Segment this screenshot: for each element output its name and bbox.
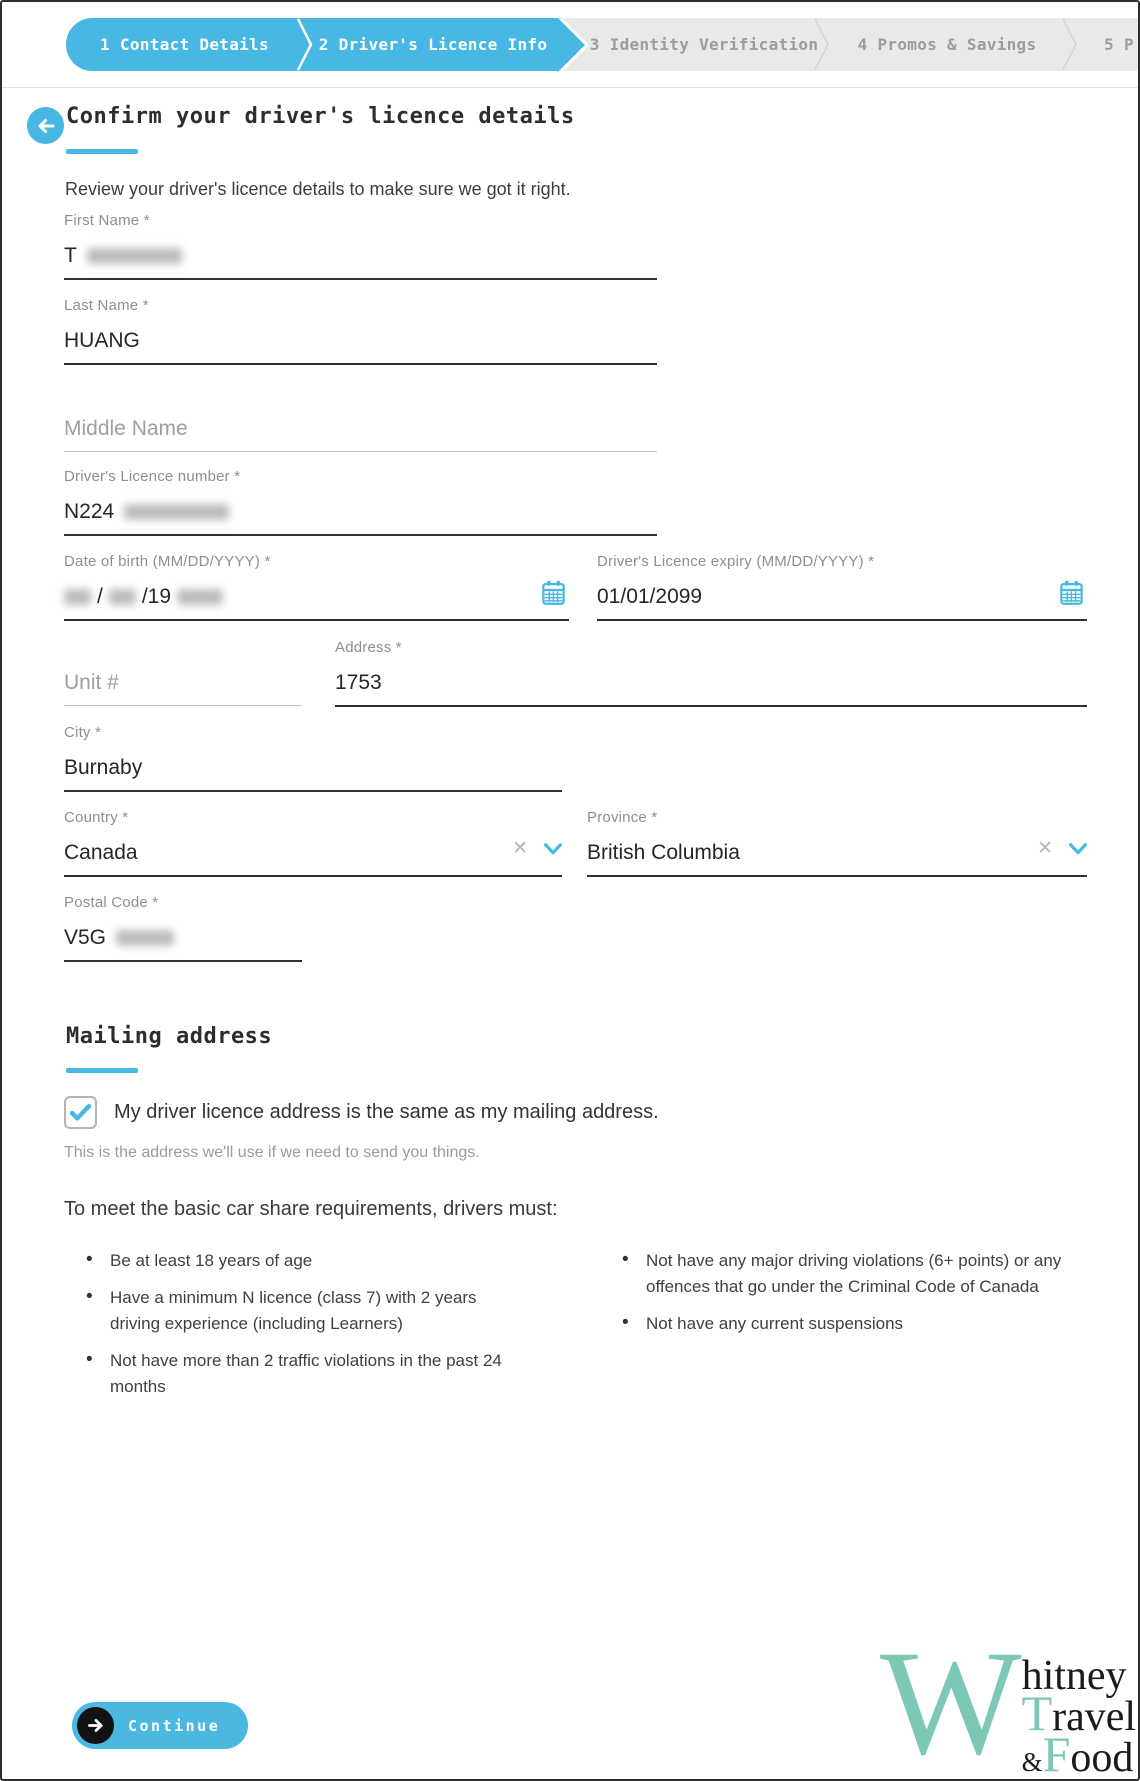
last-name-field (64, 297, 657, 365)
step-label: Driver's Licence Info (338, 35, 548, 54)
city-value: Burnaby (64, 756, 143, 779)
address-input[interactable] (335, 669, 1087, 697)
requirements-title: To meet the basic car share requirements, drivers must: (64, 1198, 558, 1220)
province-chevron-down-icon[interactable] (1069, 843, 1087, 855)
middle-name-field (64, 415, 657, 452)
licence-expiry-label: Driver's Licence expiry (MM/DD/YYYY) * (597, 553, 875, 570)
licence-number-label: Driver's Licence number * (64, 468, 241, 485)
step-number: 4 (857, 35, 868, 54)
watermark-f-initial: F (1042, 1726, 1071, 1781)
province-select[interactable] (587, 839, 1087, 867)
watermark-text (1021, 1653, 1137, 1781)
dob-calendar-icon[interactable] (540, 579, 567, 611)
page-subtitle: Review your driver's licence details to make sure we got it right. (65, 179, 571, 199)
country-chevron-down-icon[interactable] (544, 843, 562, 855)
city-label: City * (64, 724, 102, 741)
expiry-calendar-icon[interactable] (1058, 579, 1085, 611)
arrow-left-icon (35, 115, 57, 137)
redaction-blur (64, 589, 91, 605)
title-accent-bar (66, 149, 138, 154)
mailing-address-title: Mailing address (66, 1024, 273, 1049)
country-select[interactable] (64, 839, 562, 867)
dob-year-prefix: /19 (141, 585, 172, 608)
check-icon (70, 1104, 91, 1121)
licence-number-field (64, 468, 657, 536)
date-of-birth-input[interactable] (64, 583, 569, 611)
date-of-birth-field (64, 553, 569, 621)
requirement-item: • Not have any major driving violations (6+ points) or any offences that go under the Criminal Code of Canada (622, 1248, 1084, 1300)
whitney-travel-food-watermark (880, 1620, 1137, 1781)
watermark-ravel: ravel (1052, 1694, 1137, 1740)
first-name-value: T (64, 244, 77, 267)
province-field (587, 809, 1087, 877)
arrow-right-icon (77, 1707, 114, 1744)
requirement-item: • Have a minimum N licence (class 7) with 2 years driving experience (including Learners) (86, 1285, 528, 1337)
redaction-blur (109, 589, 136, 605)
country-value: Canada (64, 841, 138, 864)
postal-code-label: Postal Code * (64, 894, 159, 911)
step-label: Identity Verification (609, 35, 819, 54)
address-field (335, 639, 1087, 707)
country-field (64, 809, 562, 877)
mailing-accent-bar (66, 1068, 138, 1073)
country-label: Country * (64, 809, 129, 826)
redaction-blur (124, 504, 229, 520)
progress-stepper (66, 18, 1140, 71)
page-title: Confirm your driver's licence details (66, 104, 575, 129)
last-name-label: Last Name * (64, 297, 149, 314)
requirements-list-right (622, 1248, 1084, 1348)
step-label: P (1123, 35, 1134, 54)
step-number: 5 (1104, 35, 1114, 54)
continue-button[interactable] (72, 1702, 248, 1749)
same-address-checkbox[interactable] (64, 1096, 97, 1129)
redaction-blur (116, 930, 174, 946)
city-input[interactable] (64, 754, 562, 782)
middle-name-input[interactable]: Middle Name (64, 417, 188, 440)
dob-separator: / (97, 585, 103, 608)
province-clear-icon[interactable]: ✕ (1037, 838, 1053, 859)
step-4-promos-savings[interactable] (823, 18, 1071, 71)
requirement-item: • Not have any current suspensions (622, 1311, 1084, 1337)
step-label: Contact Details (119, 35, 269, 54)
mailing-helper-text: This is the address we'll use if we need to send you things. (64, 1144, 480, 1161)
step-number: 2 (318, 35, 329, 54)
postal-code-field (64, 894, 302, 962)
licence-number-input[interactable] (64, 498, 657, 526)
last-name-value: HUANG (64, 329, 140, 352)
province-label: Province * (587, 809, 658, 826)
step-5-payment[interactable] (1074, 18, 1140, 71)
address-value: 1753 (335, 671, 382, 694)
step-3-identity-verification[interactable] (585, 18, 823, 71)
first-name-field (64, 212, 657, 280)
licence-number-value: N224 (64, 500, 115, 523)
redaction-blur (87, 248, 182, 264)
step-label: Promos & Savings (877, 35, 1037, 54)
unit-field (64, 669, 302, 706)
date-of-birth-label: Date of birth (MM/DD/YYYY) * (64, 553, 271, 570)
postal-code-value: V5G (64, 926, 107, 949)
step-number: 3 (589, 35, 600, 54)
same-address-checkbox-label: My driver licence address is the same as my mailing address. (114, 1101, 659, 1123)
province-value: British Columbia (587, 841, 740, 864)
continue-button-label: Continue (128, 1716, 221, 1735)
postal-code-input[interactable] (64, 924, 302, 952)
first-name-label: First Name * (64, 212, 150, 229)
back-button[interactable] (27, 107, 64, 144)
licence-expiry-input[interactable] (597, 583, 1087, 611)
watermark-ampersand: & (1021, 1747, 1043, 1777)
watermark-t-initial: T (1021, 1685, 1053, 1741)
watermark-hitney: hitney (1021, 1653, 1127, 1699)
stepper-header (2, 2, 1138, 88)
requirement-item: • Be at least 18 years of age (86, 1248, 528, 1274)
unit-input[interactable]: Unit # (64, 671, 119, 694)
watermark-ood: ood (1070, 1735, 1134, 1781)
address-label: Address * (335, 639, 402, 656)
first-name-input[interactable] (64, 242, 657, 270)
city-field (64, 724, 562, 792)
step-number: 1 (100, 35, 110, 54)
country-clear-icon[interactable]: ✕ (512, 838, 528, 859)
licence-expiry-field (597, 553, 1087, 621)
redaction-blur (177, 589, 223, 605)
watermark-w-initial: W (880, 1620, 1022, 1781)
licence-expiry-value: 01/01/2099 (597, 585, 703, 608)
step-2-drivers-licence-info[interactable] (303, 18, 563, 71)
requirements-list-left (86, 1248, 528, 1411)
step-1-contact-details[interactable] (66, 18, 303, 71)
requirement-item: • Not have more than 2 traffic violations in the past 24 months (86, 1348, 528, 1400)
last-name-input[interactable] (64, 327, 657, 355)
